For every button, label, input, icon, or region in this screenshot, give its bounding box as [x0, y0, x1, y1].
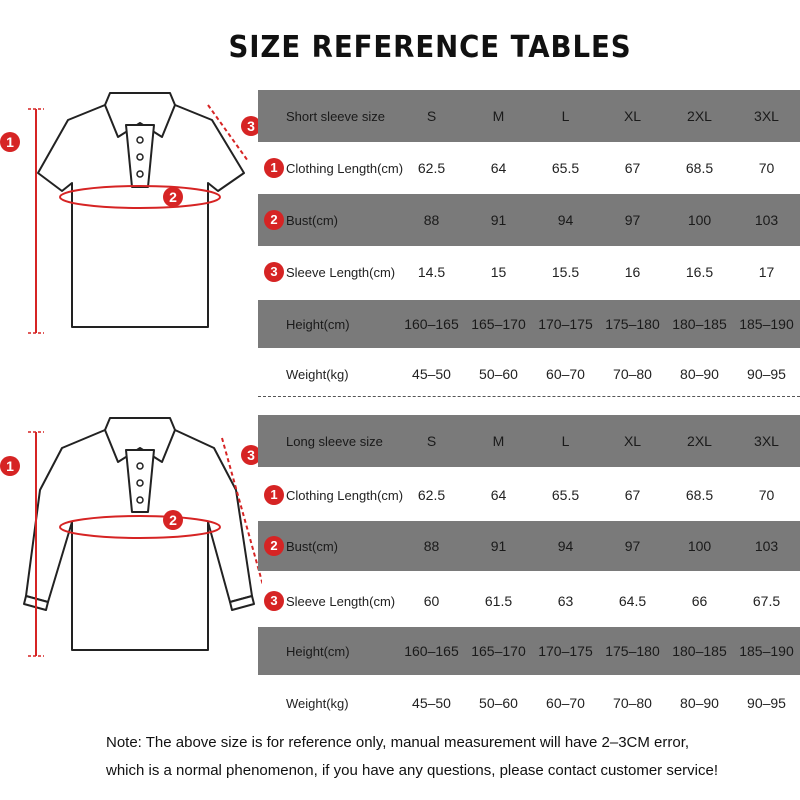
size-cell: XL: [623, 108, 642, 124]
table-row: [258, 575, 800, 627]
table-cell: 100: [687, 538, 712, 554]
table-row: [258, 521, 800, 571]
row-label: Bust(cm): [286, 212, 338, 228]
size-cell: XL: [623, 433, 642, 449]
marker-3-badge: 3: [264, 262, 284, 282]
table-cell: 68.5: [685, 160, 714, 176]
table-cell: 64: [490, 160, 507, 176]
row-label: Height(cm): [286, 316, 350, 332]
marker-2-badge: 2: [264, 536, 284, 556]
table-row: [258, 142, 800, 194]
table-cell: 175–180: [605, 643, 660, 659]
marker-1-badge: 1: [264, 158, 284, 178]
table-cell: 94: [557, 538, 574, 554]
svg-text:3: 3: [247, 447, 255, 463]
divider: [258, 396, 800, 397]
table-cell: 60–70: [546, 695, 585, 711]
size-cell: 3XL: [754, 108, 779, 124]
table-cell: 68.5: [685, 487, 714, 503]
row-label: Bust(cm): [286, 538, 338, 554]
table-cell: 94: [557, 212, 574, 228]
row-label: Clothing Length(cm): [286, 487, 404, 503]
table-row: [258, 679, 800, 727]
table-row: [258, 350, 800, 398]
table-cell: 66: [691, 593, 708, 609]
table-cell: 65.5: [551, 160, 580, 176]
table-cell: 67: [624, 487, 641, 503]
table-cell: 97: [624, 212, 641, 228]
table-cell: 65.5: [551, 487, 580, 503]
table-cell: 45–50: [412, 695, 451, 711]
table-cell: 17: [758, 264, 775, 280]
table-cell: 165–170: [471, 643, 526, 659]
row-label: Sleeve Length(cm): [286, 264, 396, 280]
svg-text:2: 2: [169, 189, 177, 205]
marker-3-badge: 3: [264, 591, 284, 611]
table-cell: 67.5: [752, 593, 781, 609]
page-title: SIZE REFERENCE TABLES: [228, 30, 632, 65]
size-cell: M: [492, 433, 505, 449]
size-cell: L: [561, 108, 570, 124]
table-cell: 185–190: [739, 643, 794, 659]
table-cell: 103: [754, 212, 779, 228]
row-label: Weight(kg): [286, 695, 349, 711]
marker-1: [0, 456, 20, 476]
size-cell: 2XL: [687, 108, 712, 124]
table-row: [258, 246, 800, 298]
table-cell: 60–70: [546, 366, 585, 382]
row-label: Height(cm): [286, 643, 350, 659]
long-sleeve-table: [258, 415, 800, 725]
table-cell: 180–185: [672, 643, 727, 659]
header-label: Long sleeve size: [286, 433, 383, 449]
table-cell: 97: [624, 538, 641, 554]
table-cell: 62.5: [417, 487, 446, 503]
long-sleeve-shirt-diagram: [0, 410, 262, 670]
table-cell: 170–175: [538, 643, 593, 659]
table-cell: 70: [758, 160, 775, 176]
svg-text:1: 1: [6, 134, 14, 150]
table-cell: 45–50: [412, 366, 451, 382]
table-cell: 16.5: [685, 264, 714, 280]
table-cell: 50–60: [479, 366, 518, 382]
table-cell: 160–165: [404, 643, 459, 659]
table-cell: 100: [687, 212, 712, 228]
svg-text:3: 3: [247, 118, 255, 134]
table-cell: 64.5: [618, 593, 647, 609]
table-cell: 90–95: [747, 366, 786, 382]
table-cell: 63: [557, 593, 574, 609]
table-cell: 61.5: [484, 593, 513, 609]
marker-1-badge: 1: [264, 485, 284, 505]
marker-2: [163, 510, 183, 530]
table-cell: 165–170: [471, 316, 526, 332]
table-header-row: [258, 90, 800, 142]
table-cell: 90–95: [747, 695, 786, 711]
table-cell: 15: [490, 264, 507, 280]
short-sleeve-shirt-diagram: [0, 85, 262, 345]
table-cell: 103: [754, 538, 779, 554]
table-row: [258, 469, 800, 521]
table-cell: 170–175: [538, 316, 593, 332]
size-cell: L: [561, 433, 570, 449]
table-cell: 80–90: [680, 366, 719, 382]
table-cell: 180–185: [672, 316, 727, 332]
marker-2: [163, 187, 183, 207]
table-row: [258, 300, 800, 348]
table-cell: 160–165: [404, 316, 459, 332]
row-label: Clothing Length(cm): [286, 160, 404, 176]
table-cell: 70: [758, 487, 775, 503]
table-cell: 14.5: [417, 264, 446, 280]
table-cell: 80–90: [680, 695, 719, 711]
note-line-2: which is a normal phenomenon, if you have any questions, please contact customer service!: [106, 762, 718, 779]
table-cell: 88: [423, 538, 440, 554]
table-cell: 16: [624, 264, 641, 280]
table-row: [258, 194, 800, 246]
header-label: Short sleeve size: [286, 108, 385, 124]
size-cell: 2XL: [687, 433, 712, 449]
svg-text:2: 2: [169, 512, 177, 528]
table-cell: 91: [490, 538, 507, 554]
table-row: [258, 627, 800, 675]
table-cell: 67: [624, 160, 641, 176]
table-cell: 185–190: [739, 316, 794, 332]
size-cell: 3XL: [754, 433, 779, 449]
table-cell: 50–60: [479, 695, 518, 711]
marker-1: [0, 132, 20, 152]
short-sleeve-table: [258, 90, 800, 396]
note-line-1: Note: The above size is for reference only, manual measurement will have 2–3CM error,: [106, 734, 690, 751]
table-cell: 91: [490, 212, 507, 228]
size-cell: M: [492, 108, 505, 124]
table-cell: 15.5: [551, 264, 580, 280]
table-cell: 60: [423, 593, 440, 609]
table-cell: 62.5: [417, 160, 446, 176]
table-cell: 88: [423, 212, 440, 228]
row-label: Weight(kg): [286, 366, 349, 382]
marker-2-badge: 2: [264, 210, 284, 230]
row-label: Sleeve Length(cm): [286, 593, 396, 609]
table-cell: 70–80: [613, 366, 652, 382]
table-cell: 70–80: [613, 695, 652, 711]
table-cell: 64: [490, 487, 507, 503]
table-cell: 175–180: [605, 316, 660, 332]
svg-text:1: 1: [6, 458, 14, 474]
size-cell: S: [426, 108, 437, 124]
table-header-row: [258, 415, 800, 467]
size-cell: S: [426, 433, 437, 449]
